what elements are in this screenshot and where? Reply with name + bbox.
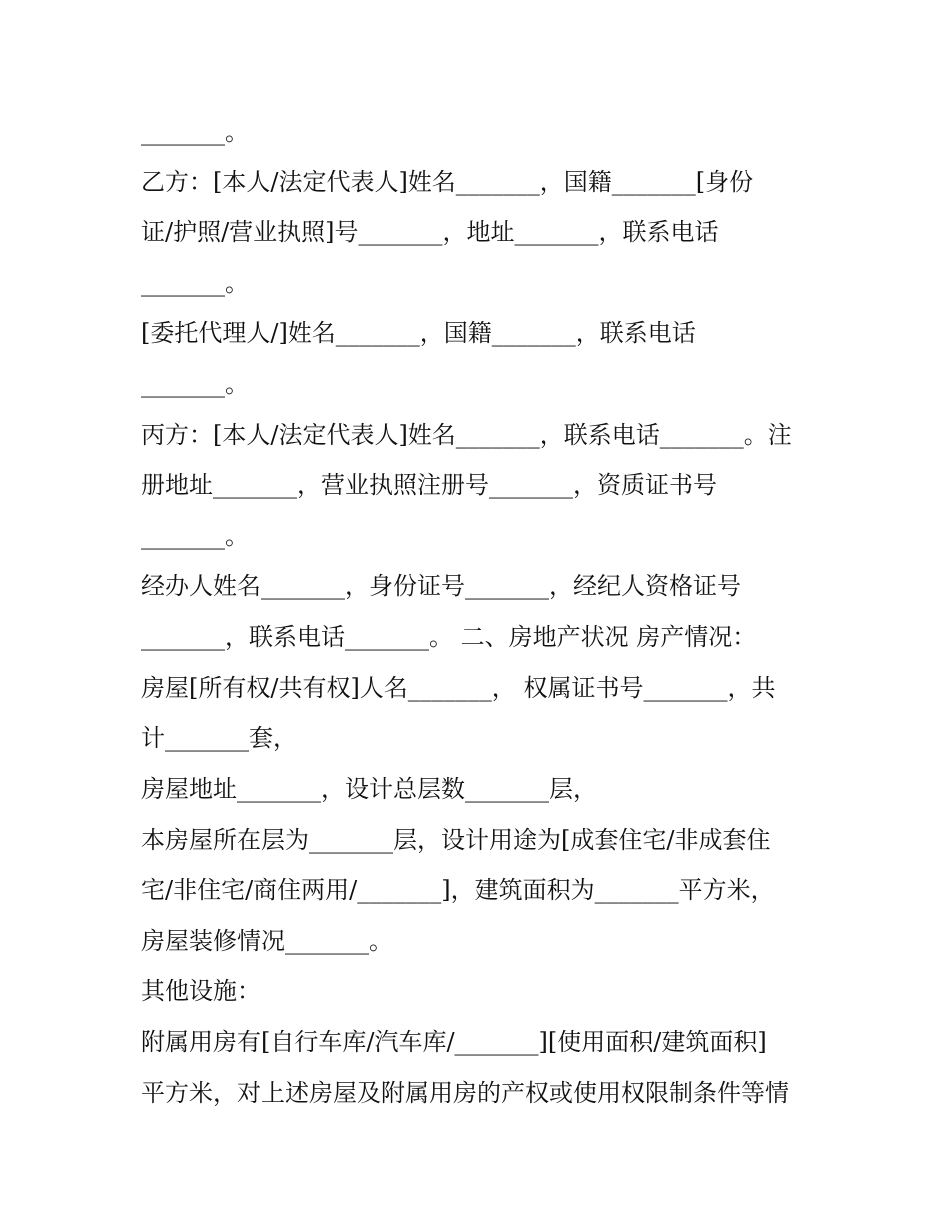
text-line-13: 计_______套， <box>141 724 297 752</box>
text-line-16: 宅/非住宅/商住两用/_______]，建筑面积为_______平方米， <box>141 876 775 904</box>
text-line-9: _______。 <box>141 522 249 550</box>
text-line-12: 房屋[所有权/共有权]人名_______， 权属证书号_______，共 <box>141 674 776 702</box>
text-line-3: 证/护照/营业执照]号_______，地址_______，联系电话 <box>141 218 719 246</box>
text-line-6: _______。 <box>141 370 249 398</box>
text-line-8: 册地址_______，营业执照注册号_______，资质证书号 <box>141 471 717 499</box>
text-line-2: 乙方：[本人/法定代表人]姓名_______，国籍_______[身份 <box>141 168 754 196</box>
text-line-10: 经办人姓名_______，身份证号_______，经纪人资格证号 <box>141 572 741 600</box>
text-line-17: 房屋装修情况_______。 <box>141 927 393 955</box>
text-line-5: [委托代理人/]姓名_______，国籍_______，联系电话 <box>141 319 696 347</box>
text-line-11: _______，联系电话_______。 二、房地产状况 房产情况： <box>141 623 757 651</box>
text-line-20: 平方米，对上述房屋及附属用房的产权或使用权限制条件等情 <box>141 1079 789 1107</box>
text-line-4: _______。 <box>141 269 249 297</box>
text-line-14: 房屋地址_______，设计总层数_______层， <box>141 775 597 803</box>
text-line-1: _______。 <box>141 118 249 146</box>
text-line-19: 附属用房有[自行车库/汽车库/_______][使用面积/建筑面积] <box>141 1028 767 1056</box>
text-line-18: 其他设施： <box>141 977 261 1005</box>
text-line-15: 本房屋所在层为_______层，设计用途为[成套住宅/非成套住 <box>141 826 771 854</box>
text-line-7: 丙方：[本人/法定代表人]姓名_______，联系电话_______。注 <box>141 421 792 449</box>
